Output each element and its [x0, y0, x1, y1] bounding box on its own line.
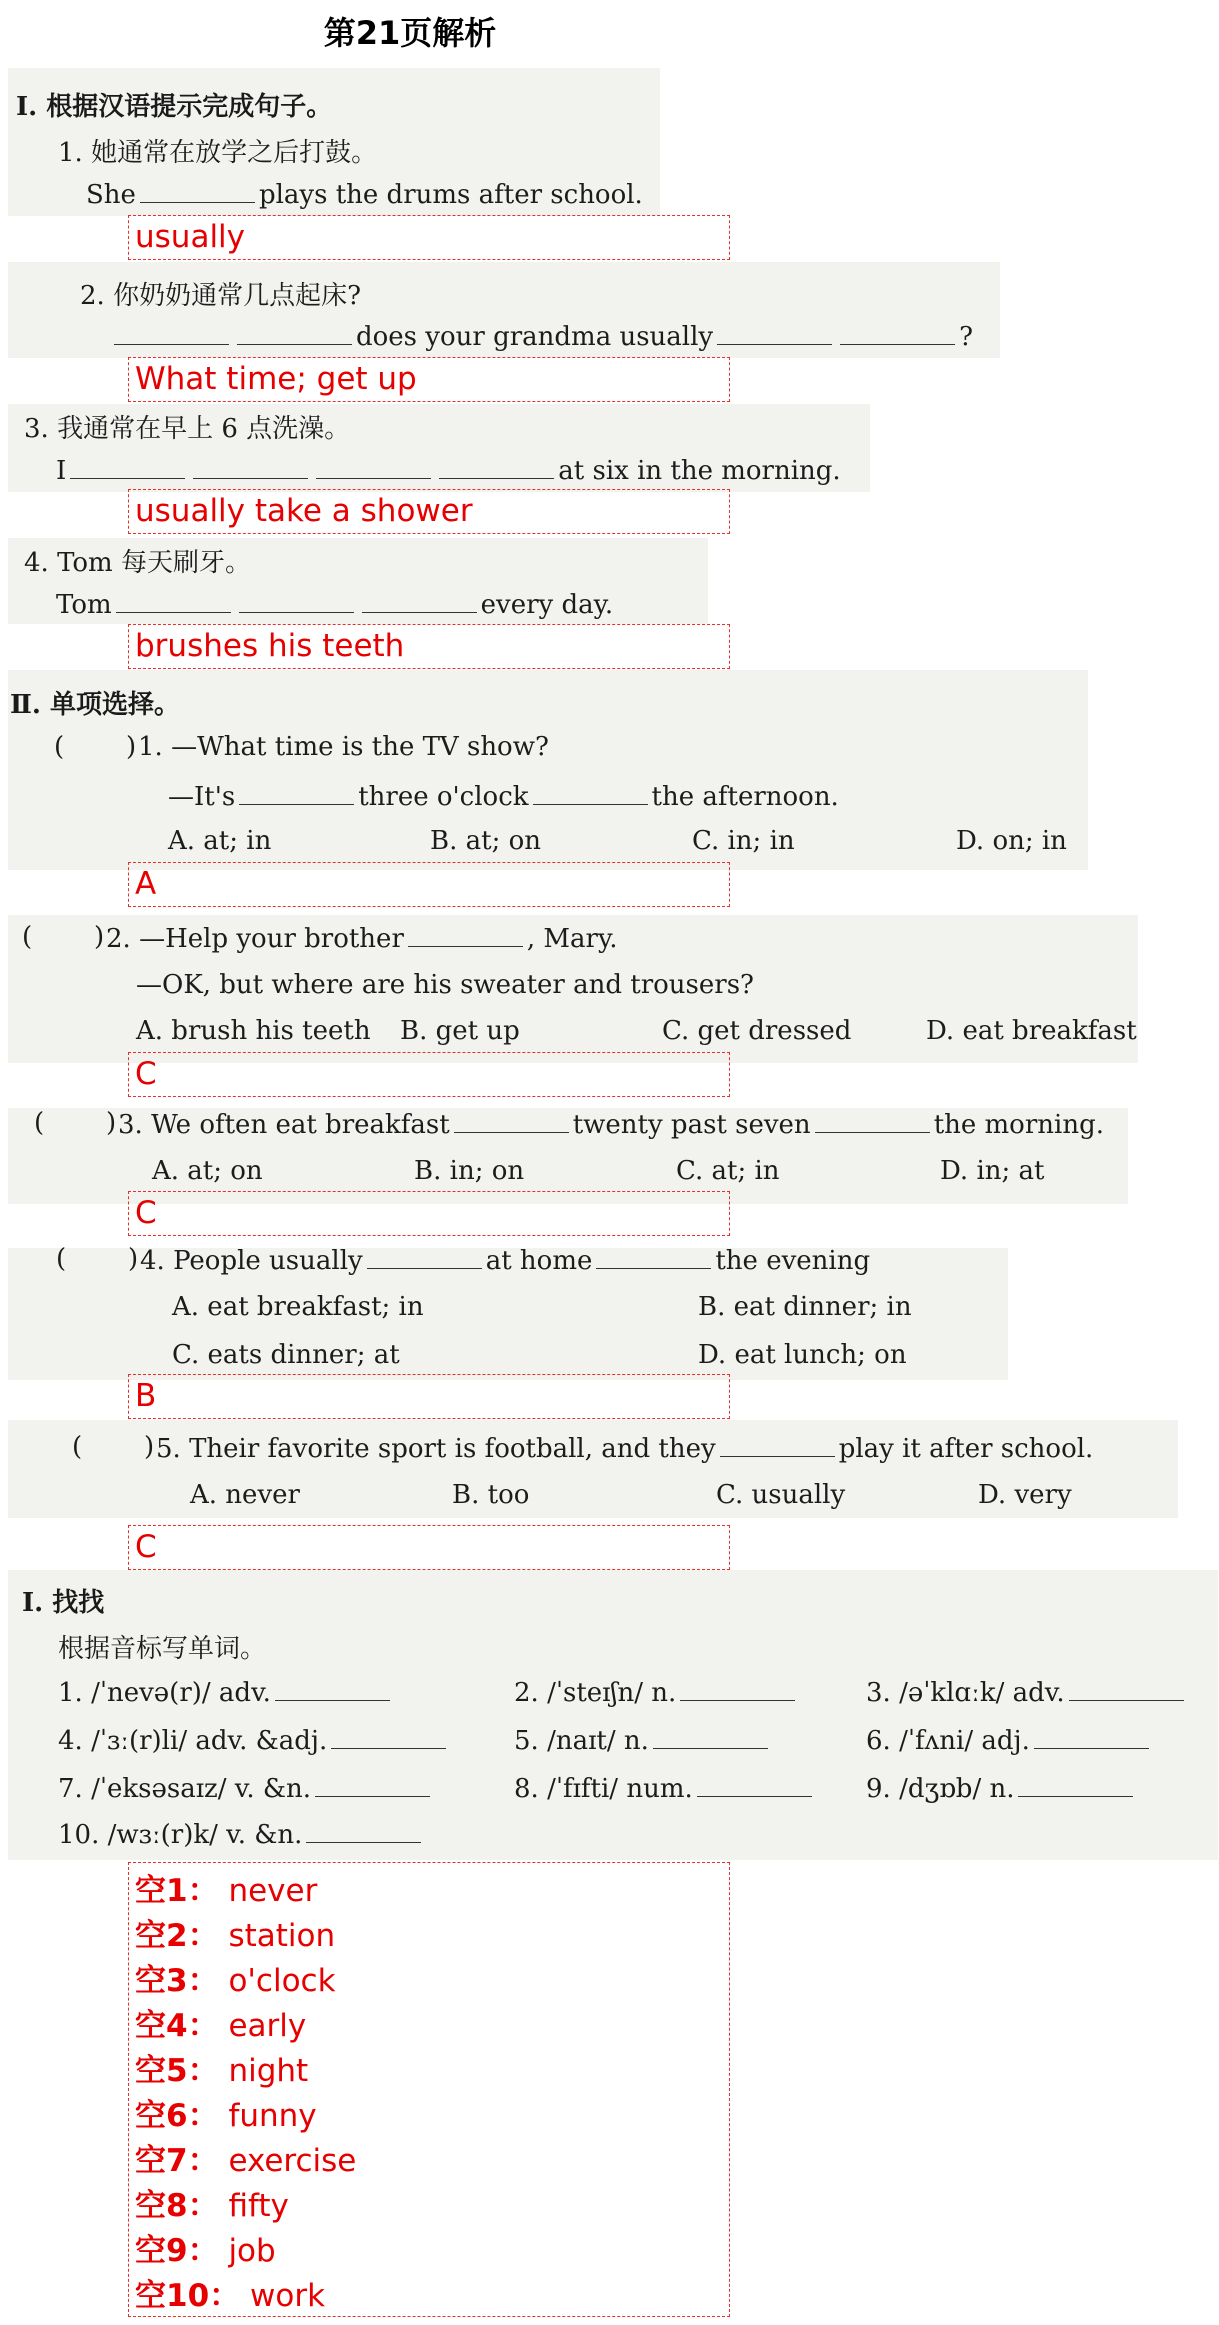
blank: [815, 1108, 930, 1133]
phonetic: 10. /wɜː(r)k/ v. &n.: [58, 1820, 303, 1850]
phonetic-item: [58, 1818, 425, 1850]
phonetic-item: [514, 1772, 816, 1804]
blank: [653, 1724, 768, 1749]
blank: [237, 320, 352, 345]
paren: (: [22, 922, 33, 952]
question-text: the afternoon.: [651, 782, 839, 812]
question-text: every day.: [480, 590, 614, 620]
blank: [367, 1244, 482, 1269]
option: D. on; in: [956, 826, 1067, 856]
option: B. too: [452, 1480, 530, 1510]
blank: [316, 454, 431, 479]
paren: ): [128, 1244, 139, 1274]
phonetic-item: [514, 1676, 799, 1708]
option: B. in; on: [414, 1156, 525, 1186]
phonetic-item: [866, 1676, 1188, 1708]
answer-box-multi: [128, 1862, 730, 2317]
answer-line: [135, 2139, 729, 2184]
answer-line: [135, 2049, 729, 2094]
question-text: does your grandma usually: [356, 322, 714, 352]
answer-line: [135, 1914, 729, 1959]
blank: [596, 1244, 711, 1269]
paren: ): [94, 922, 105, 952]
question-text: at home: [485, 1246, 593, 1276]
paren: (: [56, 1244, 67, 1274]
phonetic-item: [58, 1676, 394, 1708]
answer-line: [135, 2184, 729, 2229]
blank: [1018, 1772, 1133, 1797]
blank: [717, 320, 832, 345]
answer-word: job: [228, 2233, 276, 2269]
phonetic: 5. /naɪt/ n.: [514, 1726, 649, 1756]
paren: ): [126, 732, 137, 762]
blank: [680, 1676, 795, 1701]
blank: [239, 780, 354, 805]
option: A. at; on: [152, 1156, 263, 1186]
page-title: 第21页解析: [323, 14, 497, 52]
answer-word: fifty: [228, 2188, 289, 2224]
question-cn: 4. Tom 每天刷牙。: [24, 548, 251, 578]
blank: [275, 1676, 390, 1701]
answer-label: 空5：: [135, 2053, 219, 2089]
answer-label: 空2：: [135, 1918, 219, 1954]
answer-box: A: [128, 862, 730, 907]
paren: ): [144, 1432, 155, 1462]
instruction: 根据音标写单词。: [58, 1634, 267, 1664]
blank: [306, 1818, 421, 1843]
answer-box: B: [128, 1374, 730, 1419]
question-text: the morning.: [933, 1110, 1104, 1140]
question-text: 5. Their favorite sport is football, and they: [156, 1434, 716, 1464]
answer-line: [135, 2094, 729, 2139]
phonetic-item: [866, 1724, 1153, 1756]
phonetic: 1. /ˈnevə(r)/ adv.: [58, 1678, 271, 1708]
question-text: Tom: [56, 590, 112, 620]
answer-label: 空10：: [135, 2278, 241, 2314]
option: B. get up: [400, 1016, 520, 1046]
question-text: 3. We often eat breakfast: [118, 1110, 450, 1140]
answer-word: never: [228, 1873, 318, 1909]
answer-word: early: [228, 2008, 307, 2044]
question-text: —It's: [168, 782, 236, 812]
question-text: , Mary.: [526, 924, 618, 954]
blank: [315, 1772, 430, 1797]
phonetic-item: [58, 1724, 450, 1756]
answer-label: 空7：: [135, 2143, 219, 2179]
option: A. brush his teeth: [136, 1016, 371, 1046]
answer-word: station: [228, 1918, 336, 1954]
option: A. never: [190, 1480, 300, 1510]
phonetic: 6. /ˈfʌni/ adj.: [866, 1726, 1030, 1756]
phonetic: 9. /dʒɒb/ n.: [866, 1774, 1015, 1804]
blank: [533, 780, 648, 805]
blank: [1034, 1724, 1149, 1749]
question-text: [106, 922, 617, 954]
question-text: —OK, but where are his sweater and trousers?: [136, 970, 754, 1000]
answer-label: 空1：: [135, 1873, 219, 1909]
option: C. get dressed: [662, 1016, 852, 1046]
answer-line: [135, 1869, 729, 1914]
answer-line: [135, 2274, 729, 2319]
question-text: play it after school.: [838, 1434, 1094, 1464]
question-cn: 2. 你奶奶通常几点起床?: [80, 281, 362, 311]
question-text: three o'clock: [358, 782, 529, 812]
answer-box: What time; get up: [128, 357, 730, 402]
section-heading: Ⅰ. 找找: [22, 1588, 105, 1618]
answer-label: 空9：: [135, 2233, 219, 2269]
question-text: [156, 1432, 1093, 1464]
option: A. at; in: [168, 826, 272, 856]
option: D. eat breakfast: [926, 1016, 1137, 1046]
paren: (: [34, 1108, 45, 1138]
answer-box: brushes his teeth: [128, 624, 730, 669]
answer-line: [135, 2229, 729, 2274]
blank: [454, 1108, 569, 1133]
answer-line: [135, 2004, 729, 2049]
question-cn: 3. 我通常在早上 6 点洗澡。: [24, 414, 351, 444]
question-en: [110, 320, 973, 352]
option: D. in; at: [940, 1156, 1045, 1186]
scan-strip: [8, 1570, 1218, 1860]
paren: (: [54, 732, 65, 762]
answer-word: exercise: [228, 2143, 357, 2179]
answer-word: o'clock: [228, 1963, 336, 1999]
phonetic: 8. /ˈfɪfti/ num.: [514, 1774, 693, 1804]
answer-word: night: [228, 2053, 309, 2089]
blank: [140, 178, 255, 203]
blank: [193, 454, 308, 479]
question-text: plays the drums after school.: [258, 180, 643, 210]
phonetic-item: [58, 1772, 434, 1804]
option: C. at; in: [676, 1156, 780, 1186]
blank: [697, 1772, 812, 1797]
blank: [116, 588, 231, 613]
answer-word: work: [250, 2278, 326, 2314]
blank: [840, 320, 955, 345]
question-text: 2. —Help your brother: [106, 924, 404, 954]
blank: [408, 922, 523, 947]
option: C. in; in: [692, 826, 795, 856]
blank: [362, 588, 477, 613]
question-en: [56, 454, 841, 486]
blank: [70, 454, 185, 479]
option: D. very: [978, 1480, 1072, 1510]
question-text: [118, 1108, 1104, 1140]
paren: (: [72, 1432, 83, 1462]
answer-label: 空8：: [135, 2188, 219, 2224]
answer-box: usually take a shower: [128, 489, 730, 534]
phonetic: 4. /ˈɜː(r)li/ adv. &adj.: [58, 1726, 328, 1756]
section-heading: Ⅰ. 根据汉语提示完成句子。: [16, 92, 333, 122]
answer-box: usually: [128, 215, 730, 260]
phonetic-item: [866, 1772, 1137, 1804]
answer-label: 空4：: [135, 2008, 219, 2044]
question-text: twenty past seven: [572, 1110, 811, 1140]
option: C. usually: [716, 1480, 846, 1510]
answer-box: C: [128, 1525, 730, 1570]
answer-box: C: [128, 1191, 730, 1236]
question-text: ?: [959, 322, 974, 352]
option: B. eat dinner; in: [698, 1292, 912, 1322]
blank: [439, 454, 554, 479]
blank: [114, 320, 229, 345]
option: C. eats dinner; at: [172, 1340, 400, 1370]
answer-word: funny: [228, 2098, 317, 2134]
answer-box: C: [128, 1052, 730, 1097]
question-text: the evening: [715, 1246, 871, 1276]
blank: [331, 1724, 446, 1749]
option: A. eat breakfast; in: [172, 1292, 424, 1322]
option: B. at; on: [430, 826, 542, 856]
question-text: She: [86, 180, 136, 210]
answer-label: 空3：: [135, 1963, 219, 1999]
paren: ): [106, 1108, 117, 1138]
answer-label: 空6：: [135, 2098, 219, 2134]
phonetic: 2. /ˈsteɪʃn/ n.: [514, 1678, 677, 1708]
answer-line: [135, 1959, 729, 2004]
phonetic: 7. /ˈeksəsaɪz/ v. &n.: [58, 1774, 312, 1804]
phonetic-item: [514, 1724, 772, 1756]
blank: [239, 588, 354, 613]
option: D. eat lunch; on: [698, 1340, 907, 1370]
question-text: [140, 1244, 870, 1276]
blank: [1069, 1676, 1184, 1701]
question-text: 1. —What time is the TV show?: [138, 732, 549, 762]
question-text: I: [56, 456, 67, 486]
question-cn: 1. 她通常在放学之后打鼓。: [58, 138, 378, 168]
blank: [720, 1432, 835, 1457]
question-en: [86, 178, 643, 210]
question-text: [168, 780, 839, 812]
phonetic: 3. /əˈklɑːk/ adv.: [866, 1678, 1065, 1708]
question-text: at six in the morning.: [558, 456, 841, 486]
question-en: [56, 588, 613, 620]
question-text: 4. People usually: [140, 1246, 363, 1276]
section-heading: Ⅱ. 单项选择。: [10, 690, 181, 720]
